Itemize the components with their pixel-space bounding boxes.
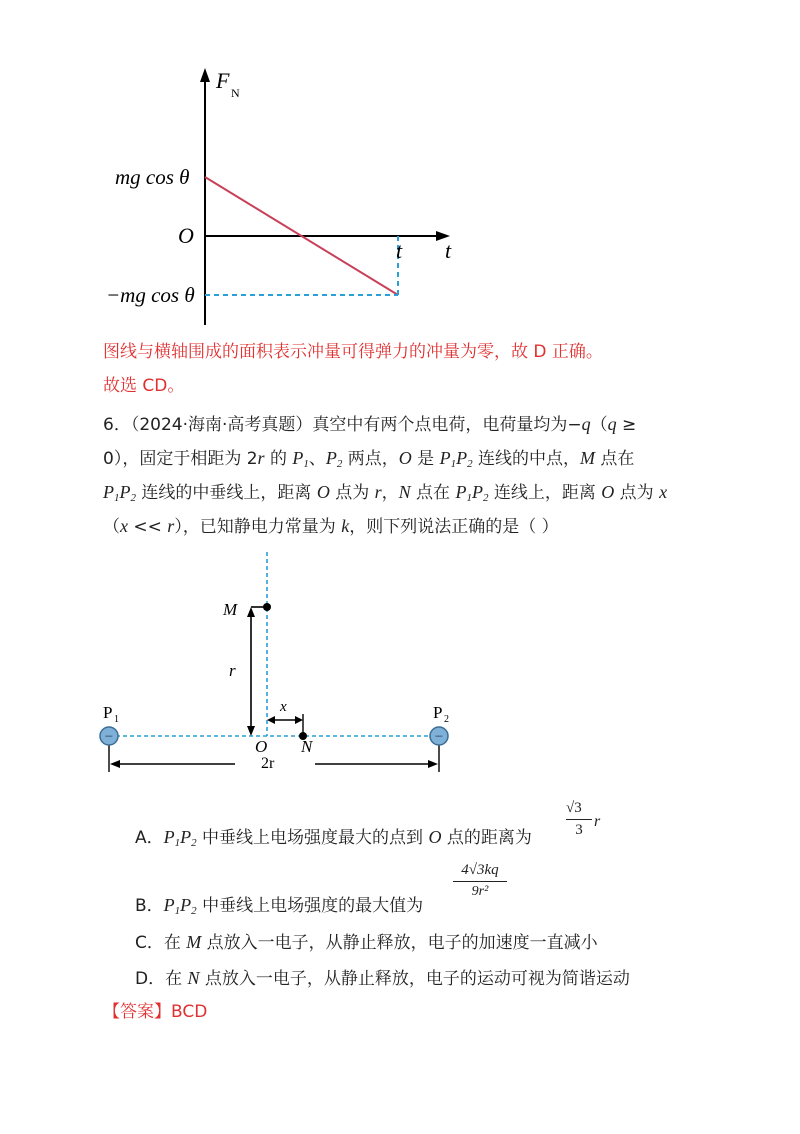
answer-value: BCD xyxy=(171,1002,208,1022)
label-r: r xyxy=(229,661,236,680)
charge-p1-sign: − xyxy=(104,729,114,745)
y-axis-sub: N xyxy=(231,86,240,100)
option-b-denominator: 9r² xyxy=(471,884,489,899)
label-p1-sub: 1 xyxy=(114,714,119,725)
label-m: M xyxy=(223,600,238,619)
option-b[interactable]: B．$P_1P_2$ 中垂线上电场强度的最大值为 xyxy=(135,895,424,917)
answer-label: 【答案】 xyxy=(103,1002,171,1022)
option-a-fraction-bar xyxy=(566,819,592,820)
option-a-denominator: 3 xyxy=(575,822,583,838)
x-arrow-head-right xyxy=(295,716,303,724)
option-a-numerator: √3 xyxy=(566,800,582,816)
option-b-fraction xyxy=(450,862,510,900)
label-o: O xyxy=(255,737,268,756)
label-2r: 2r xyxy=(261,755,275,772)
label-p2-sub: 2 xyxy=(444,714,449,725)
label-n: N xyxy=(301,737,313,756)
distance-arrow-head-left xyxy=(110,760,120,768)
option-d-letter: D． xyxy=(135,969,166,989)
y-bottom-label: −mg cos θ xyxy=(106,283,195,307)
charge-diagram xyxy=(95,548,475,780)
option-a-fraction xyxy=(566,800,610,839)
r-arrow-head-bottom xyxy=(247,726,255,736)
distance-arrow-head-right xyxy=(428,760,438,768)
question-line-2: 0），固定于相距为 2r 的 $P_1$、$P_2$ 两点，O 是 $P_1P_2$ 连线的中点，M 点在 xyxy=(103,448,635,470)
question-number: 6． xyxy=(103,415,131,435)
option-b-fraction-bar xyxy=(453,881,507,882)
option-a-letter: A． xyxy=(135,828,164,848)
label-x: x xyxy=(280,699,287,715)
option-a-fraction-r: r xyxy=(594,813,601,830)
explanation-line-1: 图线与横轴围成的面积表示冲量可得弹力的冲量为零，故 D 正确。 xyxy=(103,342,603,362)
explanation-line-2: 故选 CD。 xyxy=(103,376,185,396)
r-arrow-head-top xyxy=(247,607,255,617)
origin-label: O xyxy=(178,223,194,248)
answer-line xyxy=(103,1000,207,1024)
x-arrow-head-left xyxy=(267,716,275,724)
option-b-numerator: 4√3kq xyxy=(461,862,499,878)
t-mark-label: t xyxy=(396,238,403,263)
charge-p2-sign: − xyxy=(434,729,444,745)
option-c-letter: C． xyxy=(135,933,164,953)
option-d[interactable]: D．在 N 点放入一电子，从静止释放，电子的运动可视为简谐运动 xyxy=(135,968,630,989)
label-p1: P xyxy=(103,703,113,722)
option-a[interactable]: A．$P_1P_2$ 中垂线上电场强度最大的点到 O 点的距离为 xyxy=(135,827,532,849)
x-axis-label: t xyxy=(445,238,452,263)
question-line-3: $P_1P_2$ 连线的中垂线上，距离 O 点为 r，N 点在 $P_1P_2$ 连线上，距离 O 点为 x xyxy=(103,482,668,504)
y-axis-label: F xyxy=(216,68,230,93)
option-c[interactable]: C．在 M 点放入一电子，从静止释放，电子的加速度一直减小 xyxy=(135,932,598,953)
y-axis-arrow xyxy=(200,68,210,82)
question-line-1: 6．（2024·海南·高考真题）真空中有两个点电荷，电荷量均为−q（q ≥ xyxy=(103,414,637,435)
force-time-graph xyxy=(100,60,480,335)
question-line-4: （x << r），已知静电力常量为 k，则下列说法正确的是（ ） xyxy=(103,516,559,537)
option-b-letter: B． xyxy=(135,896,164,916)
question-source: （2024·海南·高考真题） xyxy=(130,415,313,435)
point-m xyxy=(263,603,271,611)
label-p2: P xyxy=(433,703,443,722)
y-top-label: mg cos θ xyxy=(115,165,190,189)
